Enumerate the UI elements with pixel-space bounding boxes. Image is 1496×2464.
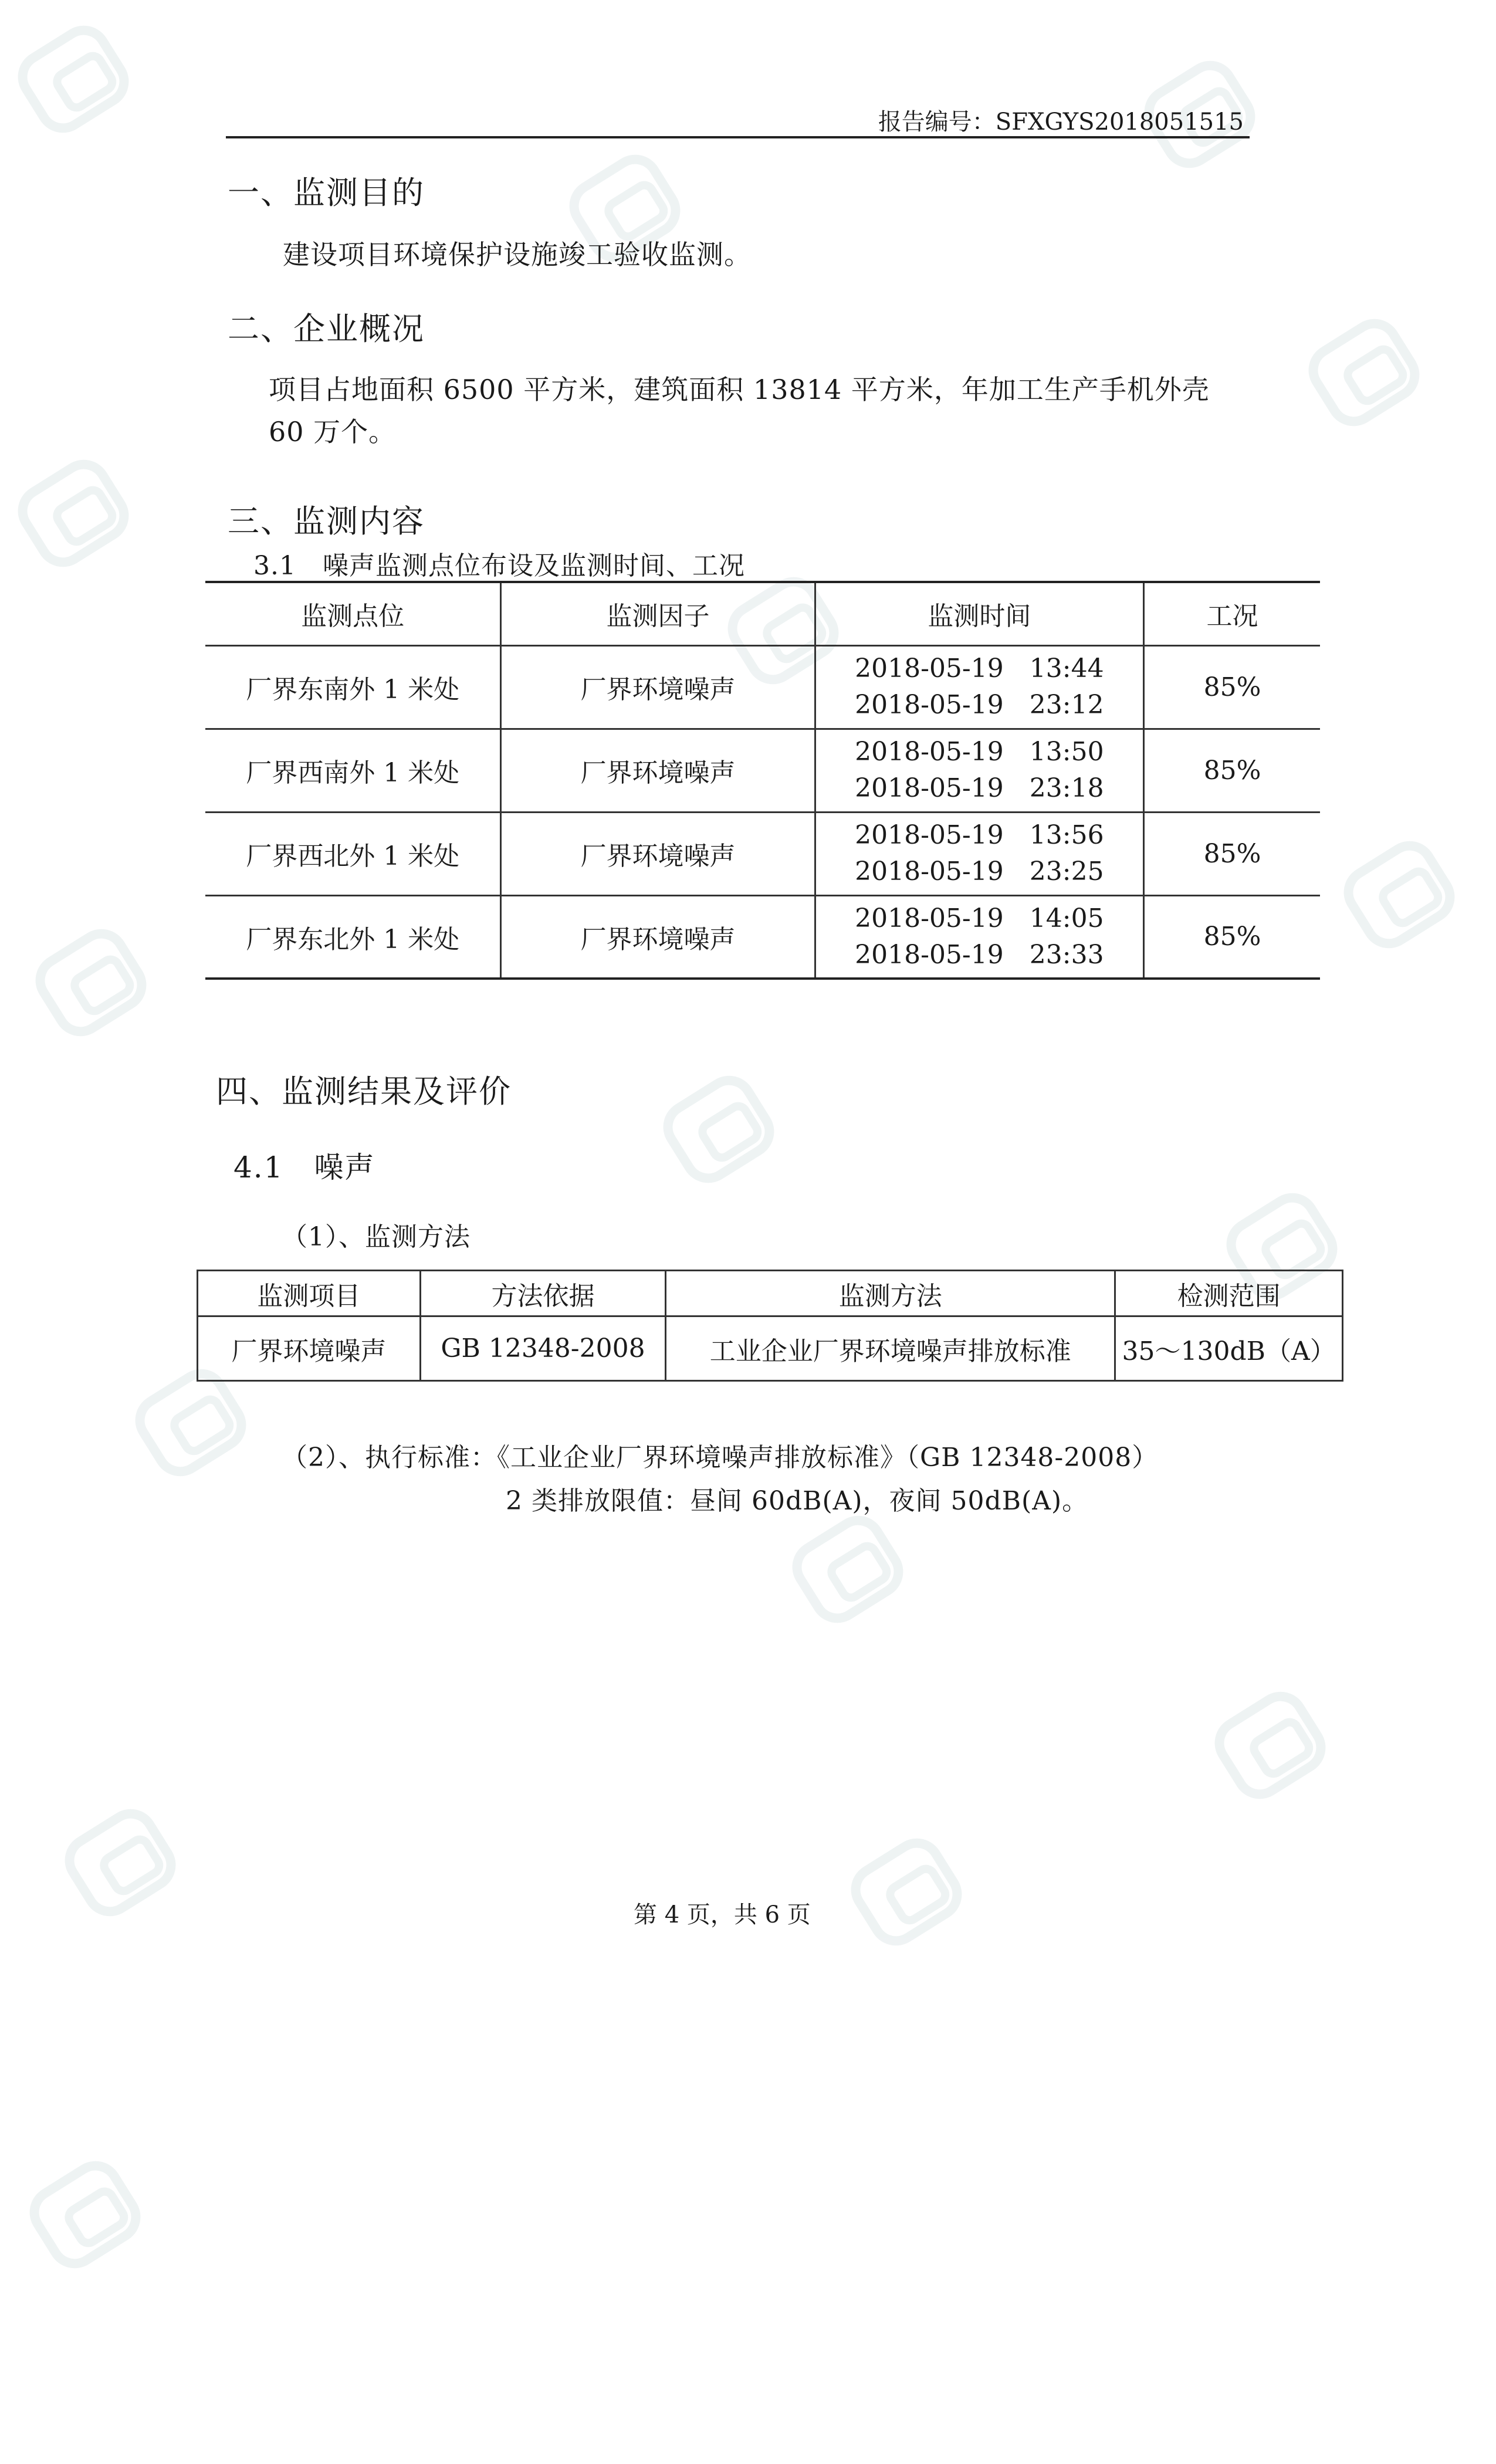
cell-point: 厂界西南外 1 米处 (205, 729, 501, 812)
section-2-title: 二、企业概况 (228, 310, 425, 347)
cell-condition: 85% (1144, 812, 1320, 895)
cell-point: 厂界东北外 1 米处 (205, 895, 501, 979)
watermark-logo (25, 919, 157, 1046)
standard-line-2: 2 类排放限值：昼间 60dB(A)，夜间 50dB(A)。 (506, 1486, 1089, 1516)
table-row (205, 729, 1320, 812)
section-1-text: 建设项目环境保护设施竣工验收监测。 (283, 239, 752, 270)
table-row (205, 812, 1320, 895)
section-3-1-title: 3.1 噪声监测点位布设及监测时间、工况 (253, 551, 745, 581)
method-table (197, 1270, 1343, 1382)
time-day: 2018-05-19 13:50 (855, 737, 1104, 767)
time-day: 2018-05-19 13:44 (855, 654, 1104, 683)
method-row (198, 1316, 1343, 1381)
time-night: 2018-05-19 23:33 (855, 939, 1104, 970)
cell-factor: 厂界环境噪声 (501, 895, 815, 979)
cell-point: 厂界东南外 1 米处 (205, 645, 501, 729)
cell-time (815, 729, 1144, 812)
header-condition: 工况 (1144, 582, 1320, 645)
section-3-title: 三、监测内容 (228, 503, 425, 540)
table-row (205, 895, 1320, 979)
section-4-title: 四、监测结果及评价 (216, 1073, 512, 1110)
watermark-logo (8, 15, 139, 143)
cell-condition: 85% (1144, 729, 1320, 812)
method-header-row (198, 1271, 1343, 1316)
watermark-logo (1204, 1681, 1336, 1809)
cell-condition: 85% (1144, 895, 1320, 979)
header-range: 检测范围 (1115, 1271, 1343, 1316)
header-basis: 方法依据 (420, 1271, 665, 1316)
cell-time (815, 812, 1144, 895)
section-2-text-line1: 项目占地面积 6500 平方米，建筑面积 13814 平方米，年加工生产手机外壳 (269, 374, 1210, 405)
standard-line-1: （2）、执行标准：《工业企业厂界环境噪声排放标准》（GB 12348-2008） (282, 1443, 1159, 1473)
header-monitoring-time: 监测时间 (815, 582, 1144, 645)
cell-item: 厂界环境噪声 (198, 1316, 421, 1381)
watermark-logo (55, 1799, 186, 1926)
cell-basis: GB 12348-2008 (420, 1316, 665, 1381)
watermark-logo (1333, 831, 1465, 958)
cell-factor: 厂界环境噪声 (501, 812, 815, 895)
section-1-title: 一、监测目的 (228, 174, 425, 211)
monitoring-points-table (205, 581, 1320, 980)
table-header-row (205, 582, 1320, 645)
page-number: 第 4 页，共 6 页 (634, 1901, 811, 1928)
watermark-logo (653, 1065, 784, 1193)
cell-range: 35～130dB（A） (1115, 1316, 1343, 1381)
time-night: 2018-05-19 23:12 (855, 690, 1104, 720)
watermark-logo (8, 449, 139, 577)
cell-condition: 85% (1144, 645, 1320, 729)
section-2-text-line2: 60 万个。 (269, 416, 397, 448)
cell-factor: 厂界环境噪声 (501, 645, 815, 729)
time-day: 2018-05-19 14:05 (855, 903, 1104, 933)
header-divider (226, 136, 1250, 138)
time-night: 2018-05-19 23:18 (855, 773, 1104, 803)
watermark-logo (19, 2151, 151, 2278)
cell-point: 厂界西北外 1 米处 (205, 812, 501, 895)
cell-time (815, 895, 1144, 979)
header-monitoring-factor: 监测因子 (501, 582, 815, 645)
time-night: 2018-05-19 23:25 (855, 857, 1104, 886)
method-title: （1）、监测方法 (282, 1222, 471, 1252)
table-row (205, 645, 1320, 729)
cell-method: 工业企业厂界环境噪声排放标准 (666, 1316, 1115, 1381)
time-day: 2018-05-19 13:56 (855, 820, 1104, 850)
header-method: 监测方法 (666, 1271, 1115, 1316)
cell-factor: 厂界环境噪声 (501, 729, 815, 812)
watermark-logo (782, 1505, 913, 1633)
cell-time (815, 645, 1144, 729)
section-4-1-title: 4.1 噪声 (233, 1150, 375, 1184)
watermark-logo (841, 1828, 972, 1955)
report-number: 报告编号：SFXGYS2018051515 (878, 109, 1244, 136)
watermark-logo (1298, 309, 1430, 436)
header-monitoring-point: 监测点位 (205, 582, 501, 645)
header-item: 监测项目 (198, 1271, 421, 1316)
